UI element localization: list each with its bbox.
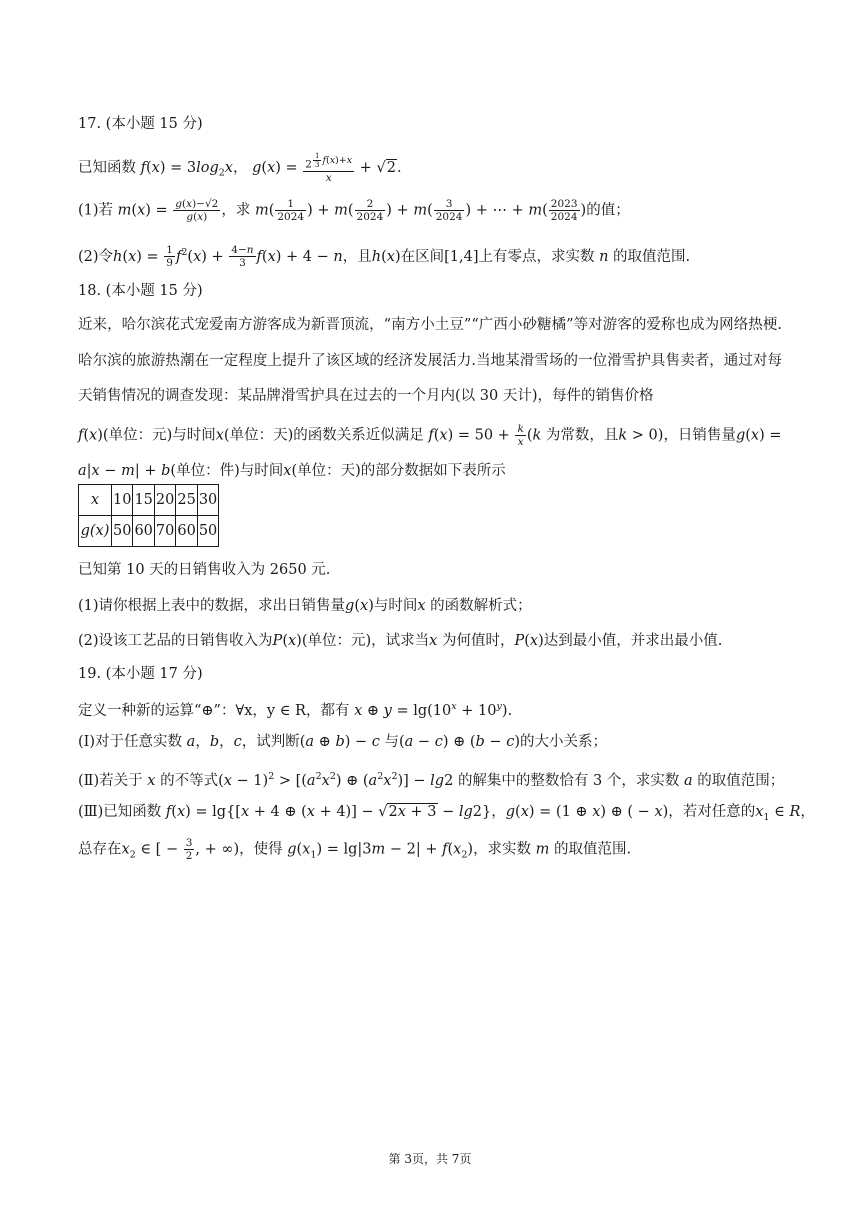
page-footer: 第 3页，共 7页 — [388, 1152, 472, 1166]
table-cell: 70 — [154, 516, 175, 547]
sales-data-table — [78, 484, 219, 547]
table-cell: 25 — [176, 485, 197, 516]
table-cell: 15 — [133, 485, 154, 516]
q17-part2: (2)令h(x) = $\frac{1}{9}$ $f^2(x)$ + $\frac{4-n}{3}$ f(x) + 4 − n，且h(x)在区间[1,4]上有零点，求实数 n 的取值范围. — [78, 244, 691, 270]
q18-part1: (1)请你根据上表中的数据，求出日销售量g(x)与时间x 的函数解析式； — [78, 598, 532, 614]
q17-intro: 已知函数 $f(x) = 3\log_2x$， g(x) = 2 $\frac{1}{3}$ f(x)+x x + √2. — [78, 152, 402, 184]
table-row-g — [79, 516, 219, 547]
q18-line5: a|x − m| + b(单位：件)与时间x(单位：天)的部分数据如下表所示 — [78, 463, 506, 479]
q18-paragraph: 近来，哈尔滨花式宠爱南方游客成为新晋顶流，“南方小土豆”“广西小砂糖橘”等对游客的爱称也成为网络热梗.哈尔滨的旅游热潮在一定程度上提升了该区域的经济发展活力.当地某滑雪场的一位滑雪护具售卖者，通过对每天销售情况的调查发现：某品牌滑雪护具在过去的一个月内(以 30 天计)，每件的销售价格 — [78, 317, 782, 404]
table-header-x: x — [79, 485, 112, 516]
q19-header: 19. (本小题 17 分) — [78, 666, 203, 682]
q19-part3-line2: 总存在$x_2$ ∈ [ − $\frac{3}{2}$ , + ∞)，使得 $g(x_1) = \lg|3m - 2| + f(x_2)$，求实数 m 的取值范围. — [78, 837, 632, 862]
table-header-g: g(x) — [79, 516, 112, 547]
q18-header: 18. (本小题 15 分) — [78, 283, 203, 299]
q19-part2: (Ⅱ)若关于 x 的不等式$(x - 1)^2 > [(a^2x^2)$ ⊕ $(a^2x^2)] - \lg 2$ 的解集中的整数恰有 3 个，求实数 a 的取值范围； — [78, 771, 785, 789]
table-row-x — [79, 485, 219, 516]
table-cell: 30 — [197, 485, 218, 516]
q18-part2: (2)设该工艺品的日销售收入为P(x)(单位：元)，试求当x 为何值时，P(x)达到最小值，并求出最小值. — [78, 633, 723, 649]
q19-part1: (Ⅰ)对于任意实数 a，b，c，试判断(a ⊕ b) − c 与(a − c) ⊕ (b − c)的大小关系； — [78, 734, 607, 750]
q18-known: 已知第 10 天的日销售收入为 2650 元. — [78, 562, 331, 578]
table-cell: 10 — [112, 485, 133, 516]
q19-definition: 定义一种新的运算“⊕”：∀x，y ∈ R，都有 x ⊕ $y = \lg(10^x + 10^y)$. — [78, 701, 513, 719]
table-cell: 50 — [112, 516, 133, 547]
table-cell: 20 — [154, 485, 175, 516]
q19-part3: (Ⅲ)已知函数 f(x) = lg{[x + 4 ⊕ (x + 4)] − √2x + 3 − lg2}，g(x) = (1 ⊕ x) ⊕ ( − x)，若对任意的$x_1$ ∈ R， — [78, 804, 815, 823]
table-cell: 60 — [176, 516, 197, 547]
g-fraction: 2 $\frac{1}{3}$ f(x)+x x — [305, 152, 353, 184]
table-cell: 60 — [133, 516, 154, 547]
q18-line4: f(x)(单位：元)与时间x(单位：天)的函数关系近似满足 f(x) = 50 + $\frac{k}{x}$ (k 为常数，且k > 0)，日销售量g(x) = — [78, 423, 782, 448]
table-cell: 50 — [197, 516, 218, 547]
q17-part1: (1)若 m(x) = $\frac{g(x)-√2}{g(x)}$ ，求 m( $\frac{1}{2024}$ ) + m( $\frac{2}{2024}$ ) + m( $\frac{3}{2024}$ ) + ⋯ + m( $\frac{2023}{2024}$ )的值； — [78, 198, 630, 223]
q17-header: 17. (本小题 15 分) — [78, 116, 203, 132]
